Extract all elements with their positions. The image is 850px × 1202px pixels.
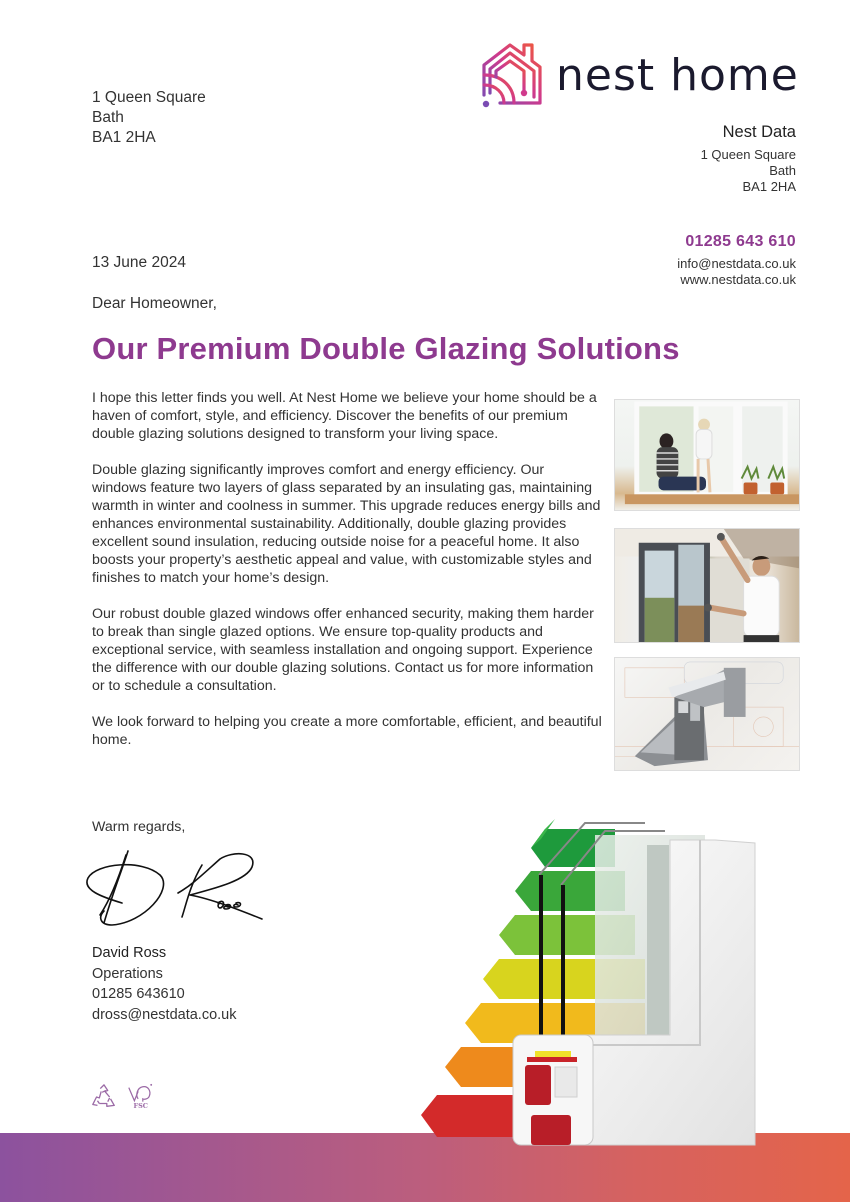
company-phone: 01285 643 610 xyxy=(685,233,796,250)
sender-address-line1: 1 Queen Square xyxy=(92,89,206,106)
company-block xyxy=(701,121,796,195)
svg-text:FSC: FSC xyxy=(133,1102,148,1111)
letter-date: 13 June 2024 xyxy=(92,254,186,271)
page-title: Our Premium Double Glazing Solutions xyxy=(92,331,680,366)
body-paragraph-4: We look forward to helping you create a more comfortable, efficient, and beautiful home. xyxy=(92,714,602,748)
sender-address-line3: BA1 2HA xyxy=(92,129,156,146)
body-paragraph-1: I hope this letter finds you well. At Nest Home we believe your home should be a haven of comfort, style, and efficiency. Discover the benefits of our premium double glazing solutions designed to transform your living space. xyxy=(92,390,597,442)
company-address-line1: 1 Queen Square xyxy=(700,147,796,162)
energy-efficiency-window-graphic xyxy=(415,815,795,1160)
company-address-line3: BA1 2HA xyxy=(742,179,796,194)
company-website[interactable]: www.nestdata.co.uk xyxy=(680,272,796,287)
body-paragraph-2: Double glazing significantly improves comfort and energy efficiency. Our windows feature two layers of glass separated by an insulating gas, maintaining warmth in winter and coolness in summer. This upgrade reduces energy bills and enhances environmental sustainability. Additionally, double glazing provides excellent sound insulation, reducing outside noise for a peaceful home. It also boosts your property’s aesthetic appeal and value, with customizable styles and finishes to match your home’s design. xyxy=(92,462,601,586)
house-wifi-icon xyxy=(480,41,544,111)
signer-phone: 01285 643610 xyxy=(92,986,185,1002)
installer-fitting-window-photo xyxy=(614,528,800,643)
company-address-line2: Bath xyxy=(769,163,796,178)
eco-certifications xyxy=(90,1082,154,1112)
company-email[interactable]: info@nestdata.co.uk xyxy=(677,256,796,271)
company-contact xyxy=(677,256,796,288)
signoff: Warm regards, xyxy=(92,819,186,835)
handwritten-signature xyxy=(82,845,272,930)
signer-email[interactable]: dross@nestdata.co.uk xyxy=(92,1006,237,1023)
body-paragraph-3: Our robust double glazed windows offer enhanced security, making them harder to break than single glazed options. We ensure top-quality products and exceptional service, with seamless installation and ongoing support. Experience the difference with our double glazing solutions. Contact us for more information or to schedule a consultation. xyxy=(92,606,594,694)
company-name: Nest Data xyxy=(722,123,796,141)
nest-home-logo xyxy=(480,40,800,112)
mother-child-window-photo xyxy=(614,399,800,511)
sender-address-line2: Bath xyxy=(92,109,124,126)
fsc-icon xyxy=(126,1082,154,1112)
signer-block xyxy=(92,943,237,1025)
logo-wordmark: nest home xyxy=(556,50,799,101)
signer-name: David Ross xyxy=(92,945,167,961)
window-frame-profile-photo xyxy=(614,657,800,771)
salutation: Dear Homeowner, xyxy=(92,295,217,312)
signer-role: Operations xyxy=(92,965,163,982)
sender-address xyxy=(92,88,206,148)
letter-body xyxy=(92,389,602,767)
recycle-icon xyxy=(90,1082,118,1112)
